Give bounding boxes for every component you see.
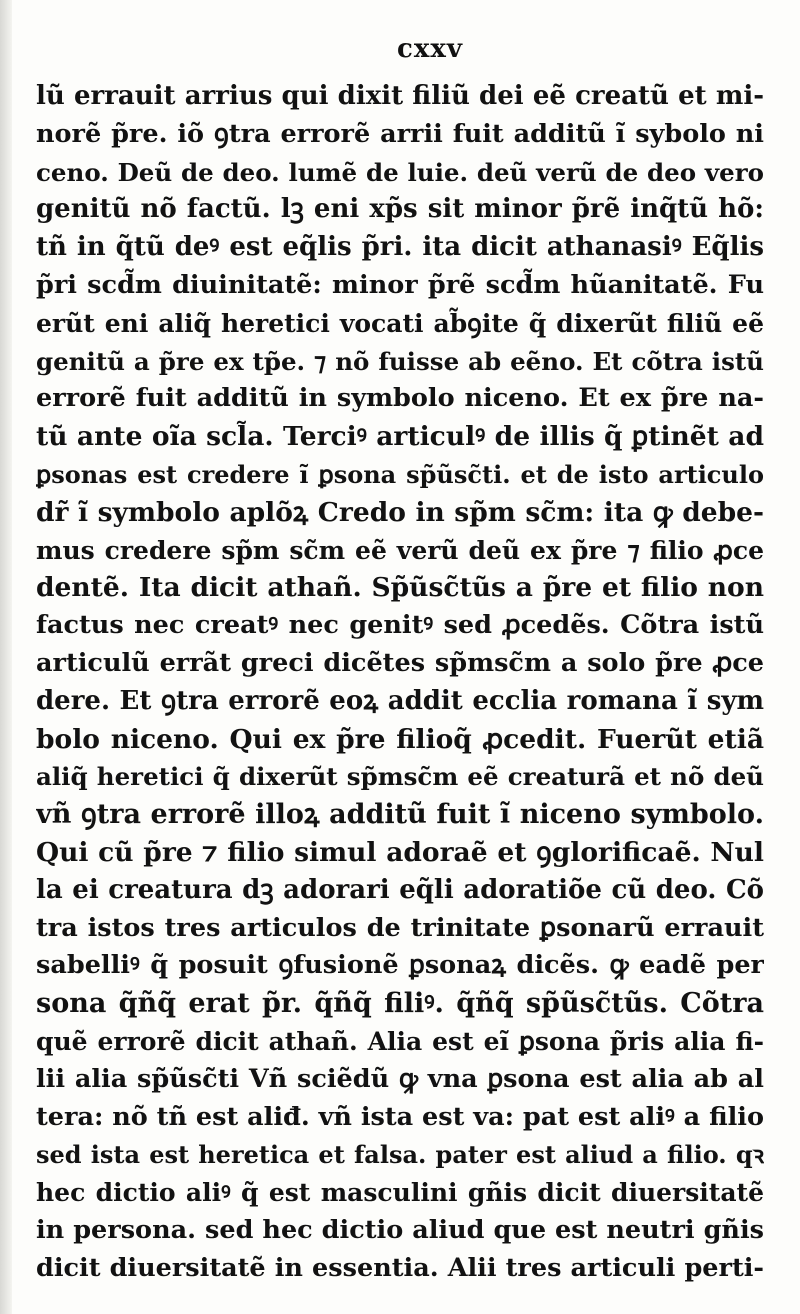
- text-line-13: mus credere sp̃m sc̃m eẽ verũ deũ ex p̃re ⁊ filio ꝓce: [36, 535, 764, 565]
- text-line-29: sed ista est heretica et falsa. pater est aliud a filio. qꝛ: [36, 1140, 764, 1170]
- text-line-32: dicit diuersitatẽ in essentia. Alii tres articuli perti-: [36, 1252, 764, 1283]
- text-line-14: dentẽ. Ita dicit athañ. Sp̃ũsc̃tũs a p̃re et filio non: [36, 572, 764, 604]
- text-line-27: lii alia sp̃ũsc̃ti Vñ sciẽdũ ꝙ vna ꝑsona est alia ab al: [36, 1063, 764, 1094]
- text-line-04: genitũ nõ factũ. lꝫ eni xp̃s sit minor p̃rẽ inq̃tũ hõ:: [36, 194, 764, 225]
- text-line-23: tra istos tres articulos de trinitate ꝑsonarũ errauit: [36, 912, 764, 943]
- text-line-19: aliq̃ heretici q̃ dixerũt sp̃msc̃m eẽ creaturã et nõ deũ: [36, 762, 764, 792]
- text-line-02: norẽ p̃re. iõ ꝯtra errorẽ arrii fuit additũ ĩ sybolo ni: [36, 118, 764, 149]
- text-line-11: ꝑsonas est credere ĩ ꝑsona sp̃ũsc̃ti. et de isto articulo: [36, 459, 764, 489]
- text-line-22: la ei creatura dꝫ adorari eq̃li adoratiõe cũ deo. Cõ: [36, 874, 764, 905]
- folio-number: cxxv: [397, 34, 463, 64]
- text-line-01: lũ errauit arrius qui dixit filiũ dei eẽ creatũ et mi-: [36, 81, 764, 111]
- text-line-03: ceno. Deũ de deo. lumẽ de luie. deũ verũ de deo vero: [36, 157, 764, 187]
- text-line-08: genitũ a p̃re ex tp̃e. ⁊ nõ fuisse ab eẽno. Et cõtra istũ: [36, 346, 764, 376]
- text-line-10: tũ ante oĩa scl̃a. Terciꝰ articulꝰ de illis q̃ ꝑtinẽt ad: [36, 421, 764, 453]
- text-line-05: tñ in q̃tũ deꝰ est eq̃lis p̃ri. ita dicit athanasiꝰ Eq̃lis: [36, 232, 764, 263]
- text-line-18: bolo niceno. Qui ex p̃re filioq̃ ꝓcedit. Fuerũt etiã: [36, 723, 764, 755]
- text-line-17: dere. Et ꝯtra errorẽ eoꝝ addit ecclia romana ĩ sym: [36, 685, 764, 716]
- text-line-12: dr̃ ĩ symbolo aplõꝝ Credo in sp̃m sc̃m: ita ꝙ debe-: [36, 496, 764, 528]
- text-line-16: articulũ errãt greci dicẽtes sp̃msc̃m a solo p̃re ꝓce: [36, 647, 764, 678]
- text-line-07: erũt eni aliq̃ heretici vocati ab̃ꝯite q̃ dixerũt filiũ eẽ: [36, 308, 764, 338]
- text-line-09: errorẽ fuit additũ in symbolo niceno. Et ex p̃re na-: [36, 383, 764, 414]
- text-line-20: vñ ꝯtra errorẽ illoꝝ additũ fuit ĩ niceno symbolo.: [36, 799, 764, 831]
- text-line-28: tera: nõ tñ est aliđ. vñ ista est va: pat est aliꝰ a filio: [36, 1101, 764, 1132]
- text-line-15: factus nec creatꝰ nec genitꝰ sed ꝓcedẽs. Cõtra istũ: [36, 610, 764, 641]
- text-line-25: sona q̃ñq̃ erat p̃r. q̃ñq̃ filiꝰ. q̃ñq̃ sp̃ũsc̃tũs. Cõtra: [36, 988, 764, 1020]
- text-line-24: sabelliꝰ q̃ posuit ꝯfusionẽ ꝑsonaꝝ dicẽs. ꝙ eadẽ per: [36, 950, 764, 981]
- text-line-31: in persona. sed hec dictio aliud que est neutri gñis: [36, 1214, 764, 1245]
- text-block: [36, 78, 764, 1288]
- text-line-06: p̃ri scd̃m diuinitatẽ: minor p̃rẽ scd̃m hũanitatẽ. Fu: [36, 269, 764, 300]
- text-line-30: hec dictio aliꝰ q̃ est masculini gñis dicit diuersitatẽ: [36, 1178, 764, 1208]
- text-line-26: quẽ errorẽ dicit athañ. Alia est eĩ ꝑsona p̃ris alia fi-: [36, 1026, 764, 1056]
- text-line-21: Qui cũ p̃re ⁊ filio simul adoraẽ et ꝯglorificaẽ. Nul: [36, 836, 764, 868]
- page-gutter-shadow: [0, 0, 12, 1314]
